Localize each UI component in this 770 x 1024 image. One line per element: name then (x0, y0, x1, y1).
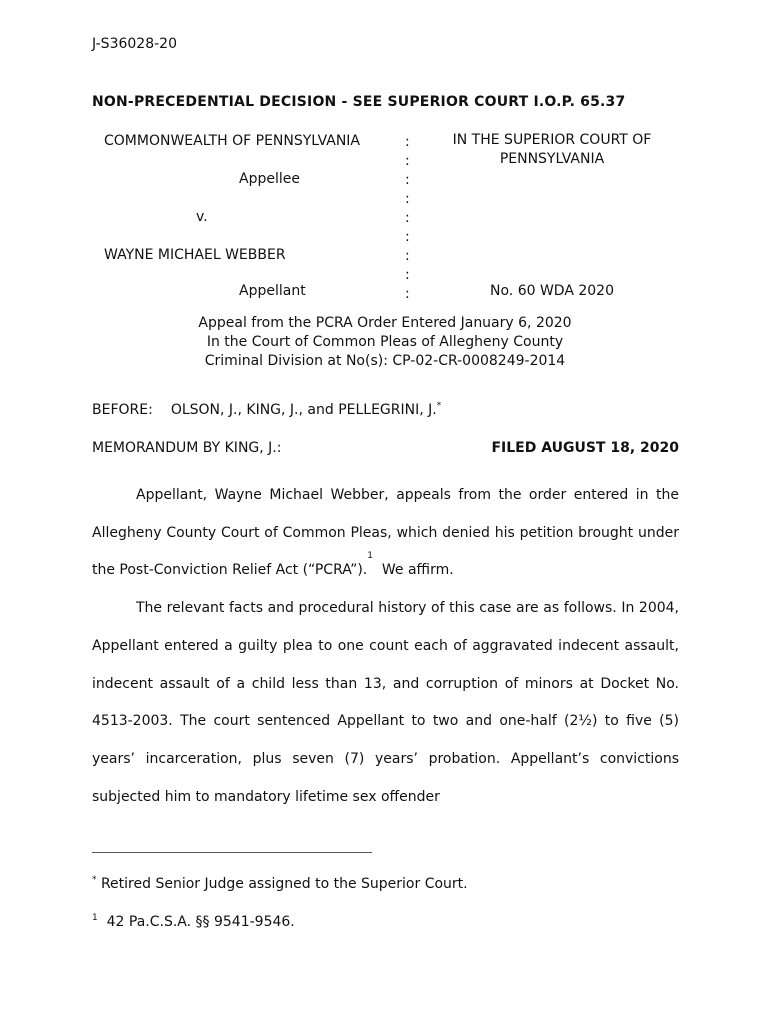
appeal-statement (92, 314, 678, 371)
memorandum-author: MEMORANDUM BY KING, J.: (92, 440, 282, 456)
appeal-line-3: Criminal Division at No(s): CP-02-CR-0008249-2014 (204, 353, 566, 369)
party-commonwealth: COMMONWEALTH OF PENNSYLVANIA (104, 133, 361, 149)
paragraph-2: The relevant facts and procedural history of this case are as follows. In 2004, Appellant entered a guilty plea to one count each of aggravated indecent assault, indecent assault of a child less than 13, and corruption of minors at Docket No. 4513-2003. The court sentenced Appellant to two and one-half (2½) to five (5) years’ incarceration, plus seven (7) years’ probation. Appellant’s convictions subjected him to mandatory lifetime sex offender (92, 600, 679, 805)
docket-id: J-S36028-20 (92, 36, 177, 52)
footnote-star-text: Retired Senior Judge assigned to the Superior Court. (100, 876, 468, 892)
appeal-line-1: Appeal from the PCRA Order Entered January 6, 2020 (198, 315, 572, 331)
panel-footnote-mark: * (436, 401, 442, 411)
footnote-star-mark: * (92, 875, 97, 885)
footnote-1-mark: 1 (92, 913, 98, 923)
opinion-body (92, 477, 679, 816)
memorandum-row (92, 440, 679, 456)
paragraph-1-end: We affirm. (381, 562, 454, 579)
court-name: IN THE SUPERIOR COURT OF PENNSYLVANIA (452, 132, 652, 167)
footnote-1-text: 42 Pa.C.S.A. §§ 9541-9546. (106, 914, 295, 930)
appeal-line-2: In the Court of Common Pleas of Allegheny County (206, 334, 564, 350)
case-caption: COMMONWEALTH OF PENNSYLVANIA Appellee v. WAYNE MICHAEL WEBBER Appellant : : : : : : : : : IN THE SUPERIOR COURT OF PENNSYLVANIA No. 60 WDA 2020 (92, 131, 682, 306)
panel-judges: OLSON, J., KING, J., and PELLEGRINI, J. (170, 402, 437, 418)
panel-line (92, 402, 441, 418)
footnote-1 (92, 914, 295, 930)
party-appellee-role: Appellee (239, 171, 300, 187)
footnote-star (92, 876, 468, 892)
paragraph-1 (92, 477, 679, 590)
party-appellant-name: WAYNE MICHAEL WEBBER (104, 247, 286, 263)
footnote-1-ref: 1 (367, 551, 373, 562)
paragraph-1-text: Appellant, Wayne Michael Webber, appeals from the order entered in the Allegheny County Court of Common Pleas, which denied his petition brought under the Post-Conviction Relief Act (“PCRA”). (92, 487, 679, 579)
non-precedential-heading: NON-PRECEDENTIAL DECISION - SEE SUPERIOR COURT I.O.P. 65.37 (92, 94, 626, 110)
party-appellant-role: Appellant (239, 283, 306, 299)
docket-number: No. 60 WDA 2020 (490, 283, 614, 299)
filed-date: FILED AUGUST 18, 2020 (491, 440, 679, 456)
footnote-divider (92, 852, 372, 853)
versus-label: v. (196, 209, 208, 225)
panel-label: BEFORE: (92, 402, 153, 418)
